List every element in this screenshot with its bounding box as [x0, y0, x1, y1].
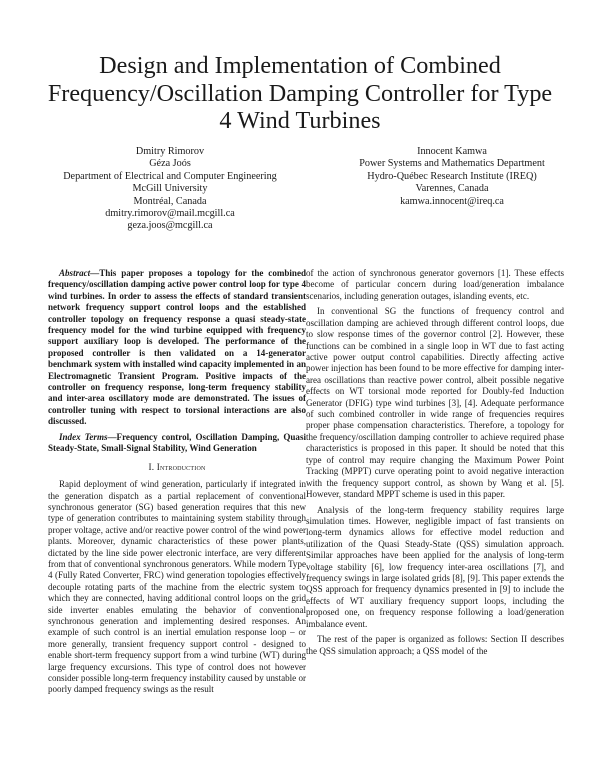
body-paragraph: The rest of the paper is organized as follows: Section II describes the QSS simulation approach; a QSS model of the	[306, 634, 564, 656]
author-name: Dmitry Rimorov	[135, 146, 205, 157]
author-affiliation: Hydro-Québec Research Institute (IREQ)	[367, 170, 537, 182]
author-location: Montréal, Canada	[133, 195, 207, 207]
index-terms	[48, 432, 306, 455]
body-paragraph: of the action of synchronous generator governors [1]. These effects become of particular concern during load/generation imbalance scenarios, including generation outages, islanding events, etc.	[306, 268, 564, 301]
abstract-text: —This paper proposes a topology for the combined frequency/oscillation damping active power control loop for type 4 wind turbines. In order to assess the effects of standard transient network frequency support control loops and the established controller topology on frequency response a quasi steady-state frequency model for the wind turbine equipped with frequency support auxiliary loop is developed. The performance of the proposed controller is then validated on a 14-generator benchmark system with installed wind capacity implemented in an Electromagnetic Transient Program. Positive impacts of the controller on frequency response, long-term frequency stability and inter-area oscillatory mode are demonstrated. The issues of controller tuning with respect to torsional interactions are also discussed.	[48, 268, 306, 427]
author-affiliation: McGill University	[132, 183, 208, 195]
author-name: Géza Joós	[149, 158, 191, 170]
author-block-left	[40, 146, 300, 233]
paper-title: Design and Implementation of Combined Frequency/Oscillation Damping Controller for Type 4 Wind Turbines	[47, 52, 553, 134]
abstract-label: Abstract	[59, 268, 91, 278]
body-paragraph: Analysis of the long-term frequency stability requires large simulation times. However, negligible impact of fast transients on long-term dynamics allows for effective model reduction and utilization of the Quasi Steady-State (QSS) simulation approach. Similar approaches have been applied for the analysis of long-term voltage stability [6], low frequency inter-area oscillations [7], and frequency swings in large isolated grids [8], [9]. This paper extends the QSS approach for frequency dynamics presented in [9] to include the effects of WT auxiliary frequency support loops, including the proposed one, on frequency response following a load/generation imbalance event.	[306, 504, 564, 629]
author-block-right	[332, 146, 572, 208]
body-paragraph: Rapid deployment of wind generation, particularly if integrated in the generation dispatch as a partial replacement of conventional synchronous generator (SG) based generation requires that this new type of generation contributes to maintaining system stability through proper voltage, active and/or reactive power control of the wind power plants. Moreover, dynamic characteristics of these power plants, dictated by the line side power electronic interface, are very different from that of conventional synchronous generators. While modern Type 4 (Fully Rated Converter, FRC) wind generation topologies effectively decouple rotating parts of the machine from the electric system to which they are connected, having additional control loops on the grid side inverter enables emulating the behavior of conventional synchronous generation and implementing desired responses. An example of such control is an inertial emulation response loop – or more generally, transient frequency support control - designed to enable short-term frequency support from a wind turbine (WT) during large frequency excursions. This type of control does not however consider possible long-term frequency instability caused by unstable or poorly damped frequency swings as the result	[48, 479, 306, 695]
column-left	[48, 268, 306, 696]
author-email: kamwa.innocent@ireq.ca	[400, 195, 504, 207]
column-right	[306, 268, 564, 657]
author-email: dmitry.rimorov@mail.mcgill.ca	[105, 208, 235, 220]
index-terms-label: Index Terms	[59, 431, 108, 442]
author-affiliation: Department of Electrical and Computer Engineering	[63, 170, 277, 182]
author-location: Varennes, Canada	[415, 183, 489, 195]
section-heading: I. Introduction	[148, 461, 206, 472]
body-paragraph: In conventional SG the functions of frequency control and oscillation damping are achieved through different control loops, due to slow response times of the governor control [2]. However, these functions can be combined in a single loop in WT due to fast acting active power output control capabilities. Directly affecting active power injection has been found to be more effective for damping inter-area oscillations than reactive power control, albeit possible negative effects on WT torsional mode reported for Doubly-fed Induction Generator (DFIG) type wind turbines [3], [4]. Adequate performance of such combined controller in wide range of frequencies requires proper phase compensation characteristics. Therefore, a topology for the frequency/oscillation damping controller to achieve required phase characteristics is proposed in this paper. It should be noted that this type of control may require changing the Maximum Power Point Tracking (MPPT) curve operating point to avoid negative interaction with the frequency support control, as shown by Wang et al. [5]. However, standard MPPT scheme is used in this paper.	[306, 306, 564, 499]
author-name: Innocent Kamwa	[417, 146, 487, 157]
index-terms-text: —Frequency control, Oscillation Damping, Quasi Steady-State, Small-Signal Stability, Wind Generation	[48, 431, 306, 454]
author-email: geza.joos@mcgill.ca	[127, 220, 213, 232]
abstract	[48, 268, 306, 428]
author-affiliation: Power Systems and Mathematics Department	[359, 158, 545, 170]
